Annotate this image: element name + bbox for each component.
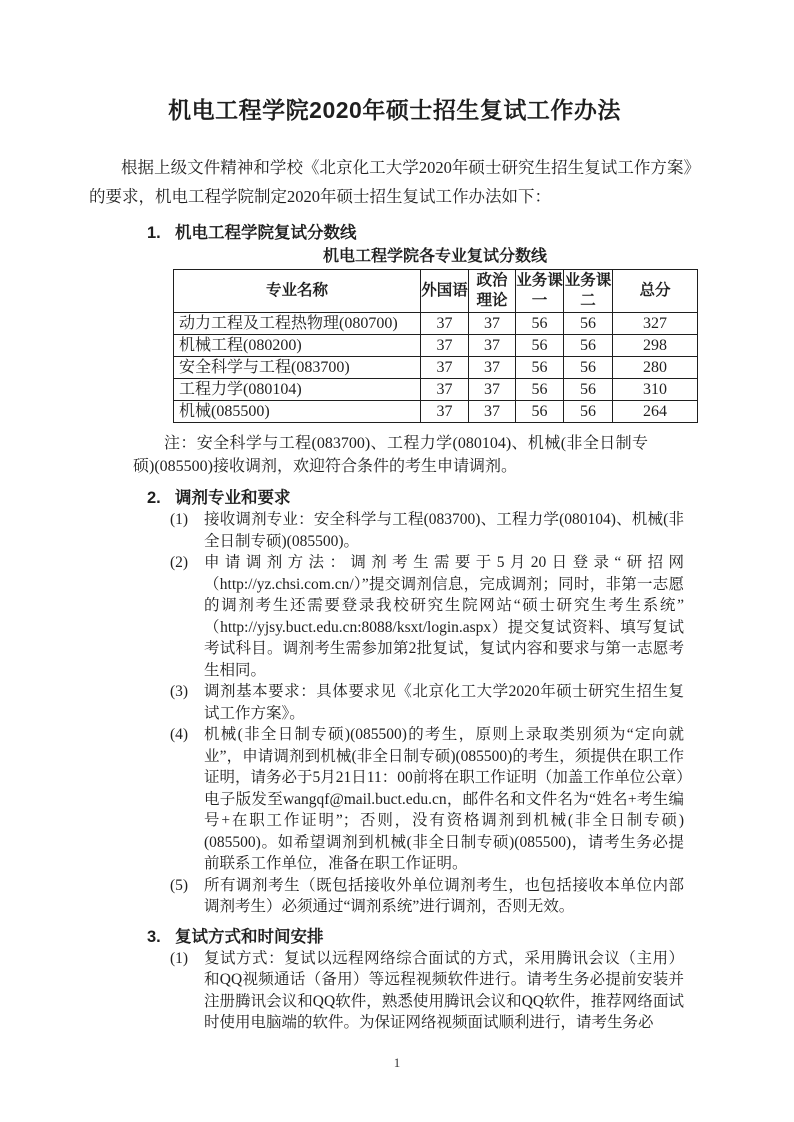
section-1-number: 1. bbox=[147, 224, 161, 242]
table-header-cell: 专业名称 bbox=[174, 270, 421, 313]
table-cell: 37 bbox=[421, 357, 469, 379]
table-cell: 37 bbox=[421, 313, 469, 335]
list-item-marker: (5) bbox=[170, 876, 189, 894]
list-item-text: 机械(非全日制专硕)(085500)的考生，原则上录取类别须为“定向就业”，申请调剂到机械(非全日制专硕)(085500)的考生，须提供在职工作证明，请务必于5月21日11：00前将在职工作证明（加盖工作单位公章）电子版发至wangqf@mail.buct.edu.cn，邮件名和文件名为“姓名+考生编号+在职工作证明”；否则，没有资格调剂到机械(非全日制专硕)(085500)。如希望调剂到机械(非全日制专硕)(085500)，请考生务必提前联系工作单位，准备在职工作证明。 bbox=[204, 726, 684, 872]
list-item-marker: (1) bbox=[170, 511, 189, 528]
table-cell-major: 机械(085500) bbox=[174, 401, 421, 423]
table-cell: 37 bbox=[421, 401, 469, 423]
table-cell: 56 bbox=[516, 357, 564, 379]
table-cell-major: 安全科学与工程(083700) bbox=[174, 357, 421, 379]
list-item-text: 复试方式：复试以远程网络综合面试的方式，采用腾讯会议（主用）和QQ视频通话（备用）等远程视频软件进行。请考生务必提前安装并注册腾讯会议和QQ软件，熟悉使用腾讯会议和QQ软件，推荐网络面试时使用电脑端的软件。为保证网络视频面试顺利进行，请考生务必 bbox=[204, 949, 684, 1031]
table-cell: 56 bbox=[516, 379, 564, 401]
list-item-marker: (3) bbox=[170, 683, 189, 700]
table-header-cell: 外国语 bbox=[421, 270, 469, 313]
section-2-number: 2. bbox=[147, 489, 161, 507]
section-2-title: 调剂专业和要求 bbox=[175, 489, 291, 507]
table-row bbox=[174, 357, 698, 379]
table-row bbox=[174, 335, 698, 357]
table-cell: 327 bbox=[613, 313, 698, 335]
section-3-list bbox=[89, 948, 700, 1034]
table-cell: 56 bbox=[564, 357, 613, 379]
table-note: 注：安全科学与工程(083700)、工程力学(080104)、机械(非全日制专硕)(085500)接收调剂，欢迎符合条件的考生申请调剂。 bbox=[133, 435, 648, 475]
table-cell: 56 bbox=[516, 335, 564, 357]
table-header-cell: 政治理论 bbox=[469, 270, 516, 313]
table-cell: 56 bbox=[516, 313, 564, 335]
list-item-marker: (1) bbox=[170, 949, 189, 967]
document-title: 机电工程学院2020年硕士招生复试工作办法 bbox=[168, 97, 621, 123]
score-table-wrap bbox=[173, 246, 697, 423]
table-cell: 37 bbox=[469, 401, 516, 423]
list-item-text: 调剂基本要求：具体要求见《北京化工大学2020年硕士研究生招生复试工作方案》。 bbox=[204, 683, 684, 722]
list-item bbox=[170, 509, 684, 552]
table-cell: 37 bbox=[469, 313, 516, 335]
table-header-cell: 业务课二 bbox=[564, 270, 613, 313]
table-row bbox=[174, 379, 698, 401]
table-cell-major: 工程力学(080104) bbox=[174, 379, 421, 401]
table-cell: 298 bbox=[613, 335, 698, 357]
document-content bbox=[0, 95, 794, 1034]
table-cell: 37 bbox=[421, 335, 469, 357]
table-header-cell: 业务课一 bbox=[516, 270, 564, 313]
table-cell: 56 bbox=[516, 401, 564, 423]
table-header-cell: 总分 bbox=[613, 270, 698, 313]
score-table bbox=[173, 269, 698, 423]
table-cell: 37 bbox=[469, 379, 516, 401]
table-cell: 280 bbox=[613, 357, 698, 379]
section-2-list bbox=[89, 509, 700, 918]
list-item-marker: (2) bbox=[170, 554, 189, 571]
list-item bbox=[170, 724, 684, 875]
table-cell: 37 bbox=[421, 379, 469, 401]
section-2-heading bbox=[147, 487, 700, 509]
list-item-text: 申请调剂方法：调剂考生需要于5月20日登录“研招网（http://yz.chsi.com.cn/）”提交调剂信息，完成调剂；同时，非第一志愿的调剂考生还需要登录我校研究生院网站“硕士研究生考生系统”（http://yjsy.buct.edu.cn:8088/ksxt/login.aspx）提交复试资料、填写复试考试科目。调剂考生需参加第2批复试，复试内容和要求与第一志愿考生相同。 bbox=[204, 554, 684, 679]
score-table-caption: 机电工程学院各专业复试分数线 bbox=[322, 248, 547, 265]
table-cell: 56 bbox=[564, 335, 613, 357]
list-item-marker: (4) bbox=[170, 726, 189, 743]
table-header-row bbox=[174, 270, 698, 313]
table-row bbox=[174, 313, 698, 335]
intro-paragraph: 根据上级文件精神和学校《北京化工大学2020年硕士研究生招生复试工作方案》的要求，机电工程学院制定2020年硕士招生复试工作办法如下： bbox=[89, 158, 700, 206]
page-number: 1 bbox=[393, 1055, 401, 1070]
section-3-heading bbox=[147, 926, 700, 948]
table-cell-major: 动力工程及工程热物理(080700) bbox=[174, 313, 421, 335]
section-3-title: 复试方式和时间安排 bbox=[175, 927, 324, 946]
list-item bbox=[170, 875, 684, 918]
list-item bbox=[170, 948, 684, 1034]
table-cell: 264 bbox=[613, 401, 698, 423]
list-item bbox=[170, 681, 684, 724]
table-cell: 56 bbox=[564, 401, 613, 423]
list-item-text: 接收调剂专业：安全科学与工程(083700)、工程力学(080104)、机械(非全日制专硕)(085500)。 bbox=[204, 511, 684, 550]
table-cell-major: 机械工程(080200) bbox=[174, 335, 421, 357]
table-cell: 37 bbox=[469, 357, 516, 379]
table-cell: 56 bbox=[564, 379, 613, 401]
table-cell: 310 bbox=[613, 379, 698, 401]
list-item-text: 所有调剂考生（既包括接收外单位调剂考生，也包括接收本单位内部调剂考生）必须通过“调剂系统”进行调剂，否则无效。 bbox=[204, 876, 684, 915]
section-1-title: 机电工程学院复试分数线 bbox=[175, 224, 357, 242]
table-cell: 56 bbox=[564, 313, 613, 335]
table-row bbox=[174, 401, 698, 423]
section-1-heading bbox=[147, 222, 700, 244]
table-cell: 37 bbox=[469, 335, 516, 357]
section-3-number: 3. bbox=[147, 927, 161, 946]
list-item bbox=[170, 552, 684, 681]
